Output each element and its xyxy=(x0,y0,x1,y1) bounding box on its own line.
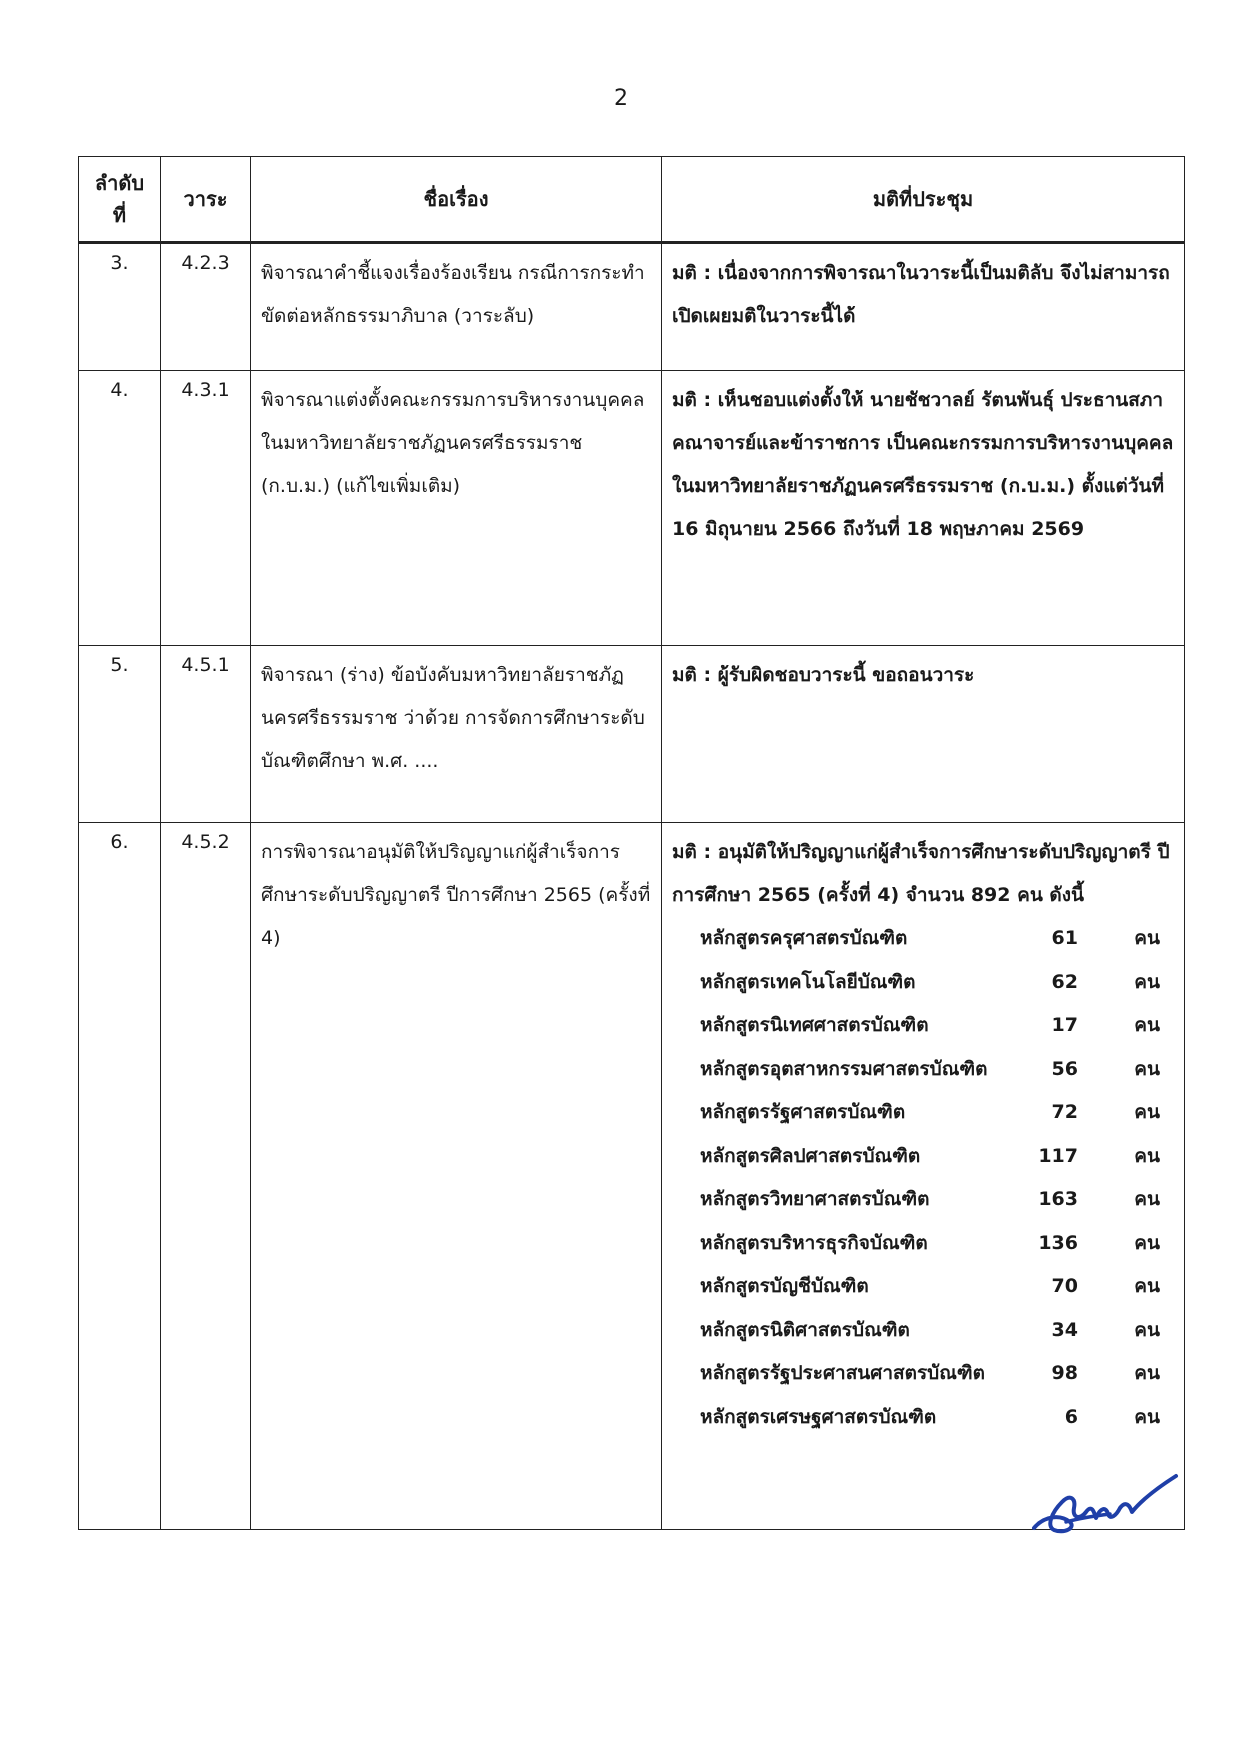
page-number: 2 xyxy=(614,86,628,111)
row-title: พิจารณาคำชี้แจงเรื่องร้องเรียน กรณีการกระทำขัดต่อหลักธรรมาภิบาล (วาระลับ) xyxy=(251,243,662,371)
program-name: หลักสูตรนิติศาสตรบัณฑิต xyxy=(700,1318,910,1341)
program-item xyxy=(700,1048,1160,1092)
program-name: หลักสูตรนิเทศศาสตรบัณฑิต xyxy=(700,1014,929,1036)
program-name: หลักสูตรอุตสาหกรรมศาสตรบัณฑิต xyxy=(700,1057,988,1080)
program-unit: คน xyxy=(1134,1101,1160,1123)
program-unit: คน xyxy=(1134,1014,1160,1036)
row-no: 3. xyxy=(79,243,161,371)
program-count: 17 xyxy=(1051,1014,1078,1036)
program-count: 70 xyxy=(1051,1275,1078,1297)
program-unit: คน xyxy=(1134,1231,1160,1254)
row-no: 4. xyxy=(79,371,161,646)
program-item xyxy=(700,1265,1160,1309)
program-count: 56 xyxy=(1051,1057,1078,1080)
program-unit: คน xyxy=(1134,1188,1160,1210)
row-resolution: มติ : เนื่องจากการพิจารณาในวาระนี้เป็นมติลับ จึงไม่สามารถเปิดเผยมติในวาระนี้ได้ xyxy=(662,243,1185,371)
row-resolution: มติ : เห็นชอบแต่งตั้งให้ นายชัชวาลย์ รัตนพันธุ์ ประธานสภาคณาจารย์และข้าราชการ เป็นคณะกรรมการบริหารงานบุคคลในมหาวิทยาลัยราชภัฏนครศรีธรรมราช (ก.บ.ม.) ตั้งแต่วันที่ 16 มิถุนายน 2566 ถึงวันที่ 18 พฤษภาคม 2569 xyxy=(662,371,1185,646)
program-item xyxy=(700,961,1160,1005)
program-count: 6 xyxy=(1064,1405,1078,1428)
minutes-table xyxy=(78,156,1185,1530)
program-count: 98 xyxy=(1051,1362,1078,1384)
table-row xyxy=(79,371,1185,646)
program-item xyxy=(700,1396,1160,1440)
program-name: หลักสูตรรัฐประศาสนศาสตรบัณฑิต xyxy=(700,1362,985,1384)
table-row xyxy=(79,823,1185,1530)
program-name: หลักสูตรบัญชีบัณฑิต xyxy=(700,1275,869,1297)
program-name: หลักสูตรรัฐศาสตรบัณฑิต xyxy=(700,1101,906,1123)
row-title: การพิจารณาอนุมัติให้ปริญญาแก่ผู้สำเร็จการศึกษาระดับปริญญาตรี ปีการศึกษา 2565 (ครั้งที่ 4) xyxy=(251,823,662,1530)
program-item xyxy=(700,1178,1160,1222)
program-name: หลักสูตรครุศาสตรบัณฑิต xyxy=(700,927,908,949)
program-count: 136 xyxy=(1038,1231,1078,1254)
table-row xyxy=(79,243,1185,371)
program-name: หลักสูตรวิทยาศาสตรบัณฑิต xyxy=(700,1188,930,1210)
table-row xyxy=(79,646,1185,823)
program-unit: คน xyxy=(1134,1362,1160,1384)
program-name: หลักสูตรบริหารธุรกิจบัณฑิต xyxy=(700,1231,928,1254)
row-agenda: 4.5.2 xyxy=(161,823,251,1530)
program-name: หลักสูตรเศรษฐศาสตรบัณฑิต xyxy=(700,1405,937,1428)
program-unit: คน xyxy=(1134,1057,1160,1080)
program-count: 34 xyxy=(1051,1318,1078,1341)
row-resolution: มติ : อนุมัติให้ปริญญาแก่ผู้สำเร็จการศึกษาระดับปริญญาตรี ปีการศึกษา 2565 (ครั้งที่ 4) จำนวน 892 คน ดังนี้ xyxy=(672,841,1170,906)
header-resolution: มติที่ประชุม xyxy=(662,157,1185,243)
program-item xyxy=(700,1352,1160,1396)
program-count: 163 xyxy=(1038,1188,1078,1210)
header-title: ชื่อเรื่อง xyxy=(251,157,662,243)
program-item xyxy=(700,1091,1160,1135)
program-item xyxy=(700,1004,1160,1048)
program-unit: คน xyxy=(1134,1275,1160,1297)
header-no: ลำดับที่ xyxy=(79,157,161,243)
program-count: 62 xyxy=(1051,970,1078,993)
program-unit: คน xyxy=(1134,1318,1160,1341)
row-resolution: มติ : ผู้รับผิดชอบวาระนี้ ขอถอนวาระ xyxy=(662,646,1185,823)
program-count: 61 xyxy=(1051,927,1078,949)
row-agenda: 4.2.3 xyxy=(161,243,251,371)
row-agenda: 4.5.1 xyxy=(161,646,251,823)
program-unit: คน xyxy=(1134,970,1160,993)
program-item xyxy=(700,1222,1160,1266)
table-header-row xyxy=(79,157,1185,243)
program-item xyxy=(700,1135,1160,1179)
program-unit: คน xyxy=(1134,927,1160,949)
signature-icon xyxy=(1030,1462,1180,1540)
row-title: พิจารณาแต่งตั้งคณะกรรมการบริหารงานบุคคลในมหาวิทยาลัยราชภัฏนครศรีธรรมราช (ก.บ.ม.) (แก้ไขเพิ่มเติม) xyxy=(251,371,662,646)
program-list xyxy=(700,917,1160,1439)
program-name: หลักสูตรศิลปศาสตรบัณฑิต xyxy=(700,1144,921,1167)
program-unit: คน xyxy=(1134,1144,1160,1167)
row-title: พิจารณา (ร่าง) ข้อบังคับมหาวิทยาลัยราชภัฏนครศรีธรรมราช ว่าด้วย การจัดการศึกษาระดับบัณฑิตศึกษา พ.ศ. .... xyxy=(251,646,662,823)
program-name: หลักสูตรเทคโนโลยีบัณฑิต xyxy=(700,970,916,993)
header-agenda: วาระ xyxy=(161,157,251,243)
row-agenda: 4.3.1 xyxy=(161,371,251,646)
program-count: 72 xyxy=(1051,1101,1078,1123)
program-count: 117 xyxy=(1038,1144,1078,1167)
row-resolution-cell xyxy=(662,823,1185,1530)
row-no: 5. xyxy=(79,646,161,823)
row-no: 6. xyxy=(79,823,161,1530)
program-item xyxy=(700,1309,1160,1353)
program-unit: คน xyxy=(1134,1405,1160,1428)
program-item xyxy=(700,917,1160,961)
